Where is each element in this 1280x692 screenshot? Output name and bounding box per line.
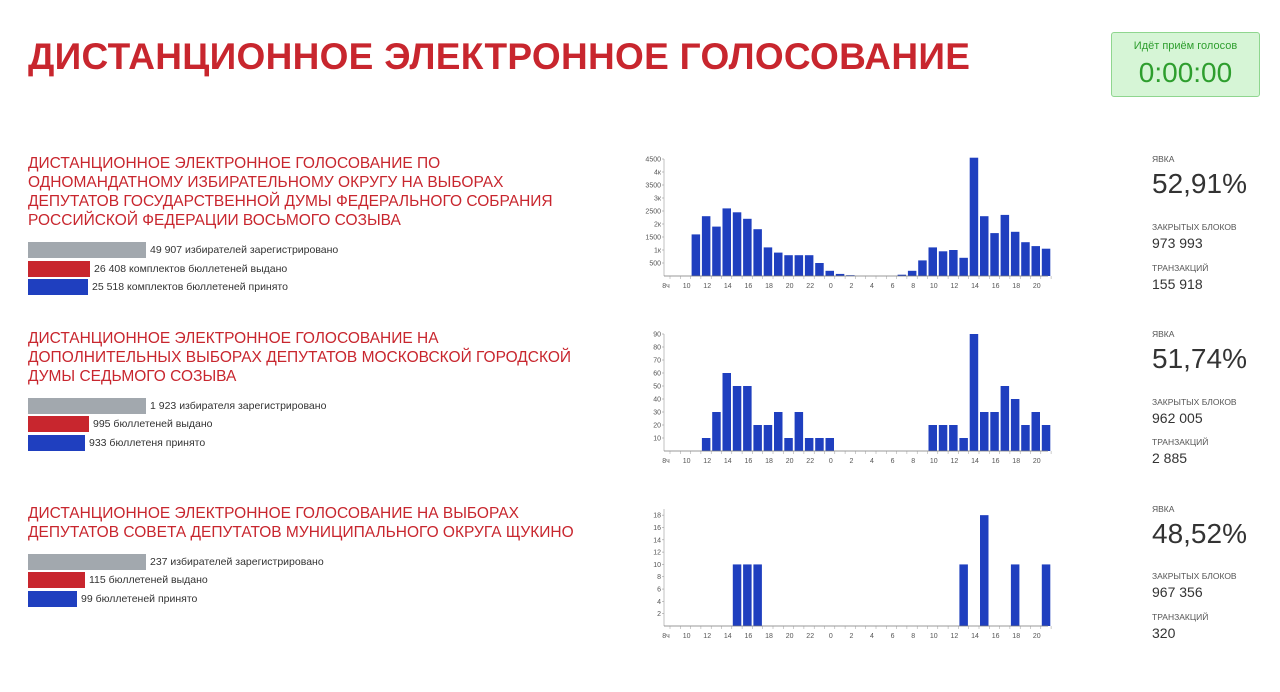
- turnout-value: 52,91%: [1152, 168, 1247, 199]
- closed-blocks-label: ЗАКРЫТЫХ БЛОКОВ: [1152, 571, 1237, 581]
- issued-text: 115 бюллетеней выдано: [89, 574, 208, 586]
- bar: [959, 438, 968, 451]
- x-tick-label: 16: [991, 458, 1000, 465]
- x-tick-label: 10: [929, 633, 938, 640]
- registered-row: [28, 398, 326, 414]
- bar: [743, 219, 752, 276]
- turnout-label: ЯВКА: [1152, 329, 1175, 339]
- bar: [702, 438, 711, 451]
- bar: [980, 515, 989, 626]
- bar: [949, 425, 958, 451]
- x-tick-label: 12: [950, 633, 959, 640]
- y-tick-label: 16: [653, 524, 661, 532]
- registered-bar: [28, 554, 146, 570]
- y-tick-label: 30: [653, 409, 661, 417]
- x-tick-label: 22: [806, 633, 815, 640]
- x-tick-label: 20: [785, 458, 794, 465]
- x-tick-label: 14: [971, 283, 979, 290]
- bar: [959, 258, 968, 276]
- x-tick-label: 18: [765, 458, 773, 465]
- y-tick-label: 2: [657, 611, 661, 619]
- y-tick-label: 2500: [645, 208, 661, 216]
- page-title: ДИСТАНЦИОННОЕ ЭЛЕКТРОННОЕ ГОЛОСОВАНИЕ: [28, 36, 971, 77]
- bar: [959, 564, 968, 626]
- x-tick-label: 22: [806, 458, 815, 465]
- x-tick-label: 16: [744, 283, 753, 290]
- y-tick-label: 18: [653, 512, 661, 520]
- x-tick-label: 12: [950, 458, 959, 465]
- accepted-bar: [28, 435, 85, 451]
- issued-bar: [28, 572, 85, 588]
- accepted-row: [28, 279, 288, 295]
- x-tick-label: 10: [682, 283, 691, 290]
- y-tick-label: 4500: [645, 156, 661, 164]
- bar: [764, 247, 773, 276]
- x-tick-label: 0: [828, 633, 833, 640]
- hourly-votes-chart: [630, 154, 1050, 294]
- bar: [1042, 249, 1051, 276]
- x-tick-label: 18: [1012, 283, 1021, 290]
- y-tick-label: 4к: [654, 169, 661, 177]
- registered-text: 1 923 избирателя зарегистрировано: [150, 400, 327, 412]
- x-tick-label: 16: [991, 633, 1000, 640]
- turnout-label: ЯВКА: [1152, 504, 1175, 514]
- bar: [692, 234, 701, 276]
- bar: [712, 227, 721, 276]
- bar: [939, 425, 948, 451]
- closed-blocks-label: ЗАКРЫТЫХ БЛОКОВ: [1152, 397, 1237, 407]
- issued-text: 26 408 комплектов бюллетеней выдано: [94, 263, 288, 275]
- election-section-shchukino: [0, 504, 1280, 679]
- x-tick-label: 20: [1032, 633, 1041, 640]
- bar: [970, 334, 979, 451]
- election-section-state-duma: [0, 154, 1280, 329]
- section-title: ДИСТАНЦИОННОЕ ЭЛЕКТРОННОЕ ГОЛОСОВАНИЕ НА ДОПОЛНИТЕЛЬНЫХ ВЫБОРАХ ДЕПУТАТОВ МОСКОВСКОЙ ГОРОДСКОЙ ДУМЫ СЕДЬМОГО СОЗЫВА: [28, 330, 572, 385]
- bar: [733, 564, 742, 626]
- issued-bar: [28, 416, 89, 432]
- bar: [702, 216, 711, 276]
- x-tick-label: 18: [765, 633, 773, 640]
- bar: [784, 438, 793, 451]
- issued-text: 995 бюллетеней выдано: [93, 418, 213, 430]
- bar: [1021, 242, 1029, 276]
- turnout-value: 51,74%: [1152, 343, 1247, 374]
- x-tick-label: 20: [1032, 458, 1041, 465]
- bar: [980, 412, 989, 451]
- bar: [753, 425, 762, 451]
- x-tick-label: 10: [929, 283, 938, 290]
- x-tick-label: 4: [870, 458, 874, 465]
- registered-bar: [28, 242, 146, 258]
- bar: [908, 271, 917, 276]
- y-tick-label: 12: [653, 549, 661, 557]
- x-tick-label: 8: [911, 633, 916, 640]
- bar: [970, 158, 979, 276]
- transactions-label: ТРАНЗАКЦИЙ: [1152, 612, 1209, 622]
- registered-row: [28, 242, 338, 258]
- accepted-bar: [28, 591, 77, 607]
- y-tick-label: 1500: [645, 234, 661, 242]
- bar: [918, 260, 927, 276]
- bar: [1021, 425, 1029, 451]
- bar: [1032, 246, 1041, 276]
- bar: [1011, 564, 1020, 626]
- voting-status-box: [1111, 32, 1260, 97]
- x-tick-label: 8ч: [662, 458, 670, 465]
- y-tick-label: 3к: [654, 195, 661, 203]
- bar: [712, 412, 721, 451]
- bar: [1011, 399, 1020, 451]
- registered-row: [28, 554, 324, 570]
- x-tick-label: 6: [890, 283, 895, 290]
- bar: [784, 255, 793, 276]
- bar: [990, 233, 999, 276]
- x-tick-label: 16: [991, 283, 1000, 290]
- bar: [805, 438, 814, 451]
- x-tick-label: 12: [950, 283, 959, 290]
- transactions-label: ТРАНЗАКЦИЙ: [1152, 437, 1209, 447]
- section-title: ДИСТАНЦИОННОЕ ЭЛЕКТРОННОЕ ГОЛОСОВАНИЕ НА ВЫБОРАХ ДЕПУТАТОВ СОВЕТА ДЕПУТАТОВ МУНИЦИПАЛЬНОГО ОКРУГА ЩУКИНО: [28, 505, 574, 541]
- transactions-value: 2 885: [1152, 450, 1188, 466]
- bar: [1032, 412, 1041, 451]
- election-section-moscow-duma: [0, 329, 1280, 504]
- bar: [826, 438, 835, 451]
- x-tick-label: 20: [785, 283, 794, 290]
- y-tick-label: 8: [657, 574, 661, 582]
- y-tick-label: 2к: [654, 221, 661, 229]
- status-label: Идёт приём голосов: [1133, 40, 1238, 52]
- x-tick-label: 6: [890, 633, 895, 640]
- y-tick-label: 40: [653, 396, 661, 404]
- bar: [723, 208, 732, 276]
- x-tick-label: 0: [828, 283, 833, 290]
- bar: [815, 438, 824, 451]
- hourly-votes-chart: [630, 329, 1050, 469]
- issued-row: [28, 416, 213, 432]
- accepted-text: 933 бюллетеня принято: [89, 437, 206, 449]
- x-tick-label: 20: [1032, 283, 1041, 290]
- bar: [826, 271, 835, 276]
- y-tick-label: 70: [653, 357, 661, 365]
- bar: [929, 425, 938, 451]
- x-tick-label: 18: [1012, 458, 1021, 465]
- y-tick-label: 10: [653, 435, 661, 443]
- bar: [929, 247, 938, 276]
- transactions-value: 320: [1152, 625, 1176, 641]
- section-title: ДИСТАНЦИОННОЕ ЭЛЕКТРОННОЕ ГОЛОСОВАНИЕ ПО ОДНОМАНДАТНОМУ ИЗБИРАТЕЛЬНОМУ ОКРУГУ НА ВЫБОРАХ ДЕПУТАТОВ ГОСУДАРСТВЕННОЙ ДУМЫ ФЕДЕРАЛЬНОГО СОБРАНИЯ РОССИЙСКОЙ ФЕДЕРАЦИИ ВОСЬМОГО СОЗЫВА: [28, 155, 553, 229]
- issued-row: [28, 261, 287, 277]
- transactions-label: ТРАНЗАКЦИЙ: [1152, 263, 1209, 273]
- bar: [1011, 232, 1020, 276]
- x-tick-label: 14: [723, 458, 732, 465]
- y-tick-label: 50: [653, 383, 661, 391]
- y-tick-label: 1к: [654, 247, 661, 255]
- x-tick-label: 14: [971, 633, 979, 640]
- x-tick-label: 4: [870, 633, 874, 640]
- turnout-value: 48,52%: [1152, 518, 1247, 549]
- bar: [774, 412, 783, 451]
- x-tick-label: 10: [682, 633, 691, 640]
- accepted-row: [28, 591, 197, 607]
- x-tick-label: 14: [723, 283, 732, 290]
- x-tick-label: 16: [744, 633, 753, 640]
- x-tick-label: 14: [723, 633, 732, 640]
- accepted-text: 99 бюллетеней принято: [81, 593, 198, 605]
- bar: [1042, 564, 1051, 626]
- issued-bar: [28, 261, 90, 277]
- accepted-bar: [28, 279, 88, 295]
- registered-bar: [28, 398, 146, 414]
- y-tick-label: 4: [657, 598, 661, 606]
- bar: [939, 251, 948, 276]
- closed-blocks-value: 967 356: [1152, 584, 1203, 600]
- x-tick-label: 6: [890, 458, 895, 465]
- closed-blocks-value: 962 005: [1152, 410, 1203, 426]
- x-tick-label: 4: [870, 283, 874, 290]
- bar: [1042, 425, 1051, 451]
- issued-row: [28, 572, 208, 588]
- bar: [753, 564, 762, 626]
- y-tick-label: 3500: [645, 182, 661, 190]
- bar: [980, 216, 989, 276]
- x-tick-label: 8ч: [662, 283, 670, 290]
- x-tick-label: 10: [682, 458, 691, 465]
- x-tick-label: 12: [703, 458, 712, 465]
- x-tick-label: 16: [744, 458, 753, 465]
- x-tick-label: 0: [828, 458, 833, 465]
- bar: [815, 263, 824, 276]
- closed-blocks-value: 973 993: [1152, 235, 1203, 251]
- x-tick-label: 22: [806, 283, 815, 290]
- bar: [753, 229, 762, 276]
- x-tick-label: 2: [849, 458, 854, 465]
- bar: [1001, 386, 1010, 451]
- x-tick-label: 18: [765, 283, 773, 290]
- registered-text: 49 907 избирателей зарегистрировано: [150, 244, 339, 256]
- y-tick-label: 80: [653, 344, 661, 352]
- x-tick-label: 8ч: [662, 633, 670, 640]
- bar: [764, 425, 773, 451]
- bar: [795, 412, 804, 451]
- y-tick-label: 60: [653, 370, 661, 378]
- x-tick-label: 8: [911, 283, 916, 290]
- y-tick-label: 20: [653, 422, 661, 430]
- bar: [723, 373, 732, 451]
- bar: [743, 564, 752, 626]
- x-tick-label: 12: [703, 283, 712, 290]
- y-tick-label: 90: [653, 331, 661, 339]
- x-tick-label: 2: [849, 633, 854, 640]
- x-tick-label: 20: [785, 633, 794, 640]
- x-tick-label: 12: [703, 633, 712, 640]
- bar: [949, 250, 958, 276]
- accepted-row: [28, 435, 205, 451]
- status-timer: 0:00:00: [1138, 57, 1233, 88]
- closed-blocks-label: ЗАКРЫТЫХ БЛОКОВ: [1152, 222, 1237, 232]
- bar: [1001, 215, 1010, 276]
- x-tick-label: 18: [1012, 633, 1021, 640]
- y-tick-label: 6: [657, 586, 661, 594]
- bar: [743, 386, 752, 451]
- x-tick-label: 10: [929, 458, 938, 465]
- x-tick-label: 2: [849, 283, 854, 290]
- turnout-label: ЯВКА: [1152, 154, 1175, 164]
- bar: [733, 212, 742, 276]
- x-tick-label: 14: [971, 458, 979, 465]
- bar: [733, 386, 742, 451]
- y-tick-label: 10: [653, 561, 661, 569]
- hourly-votes-chart: [630, 504, 1050, 644]
- registered-text: 237 избирателей зарегистрировано: [150, 556, 324, 568]
- transactions-value: 155 918: [1152, 276, 1203, 292]
- bar: [774, 253, 783, 276]
- y-tick-label: 14: [653, 537, 661, 545]
- bar: [805, 255, 814, 276]
- bar: [990, 412, 999, 451]
- bar: [795, 255, 804, 276]
- accepted-text: 25 518 комплектов бюллетеней принято: [92, 281, 288, 293]
- x-tick-label: 8: [911, 458, 916, 465]
- y-tick-label: 500: [649, 260, 661, 268]
